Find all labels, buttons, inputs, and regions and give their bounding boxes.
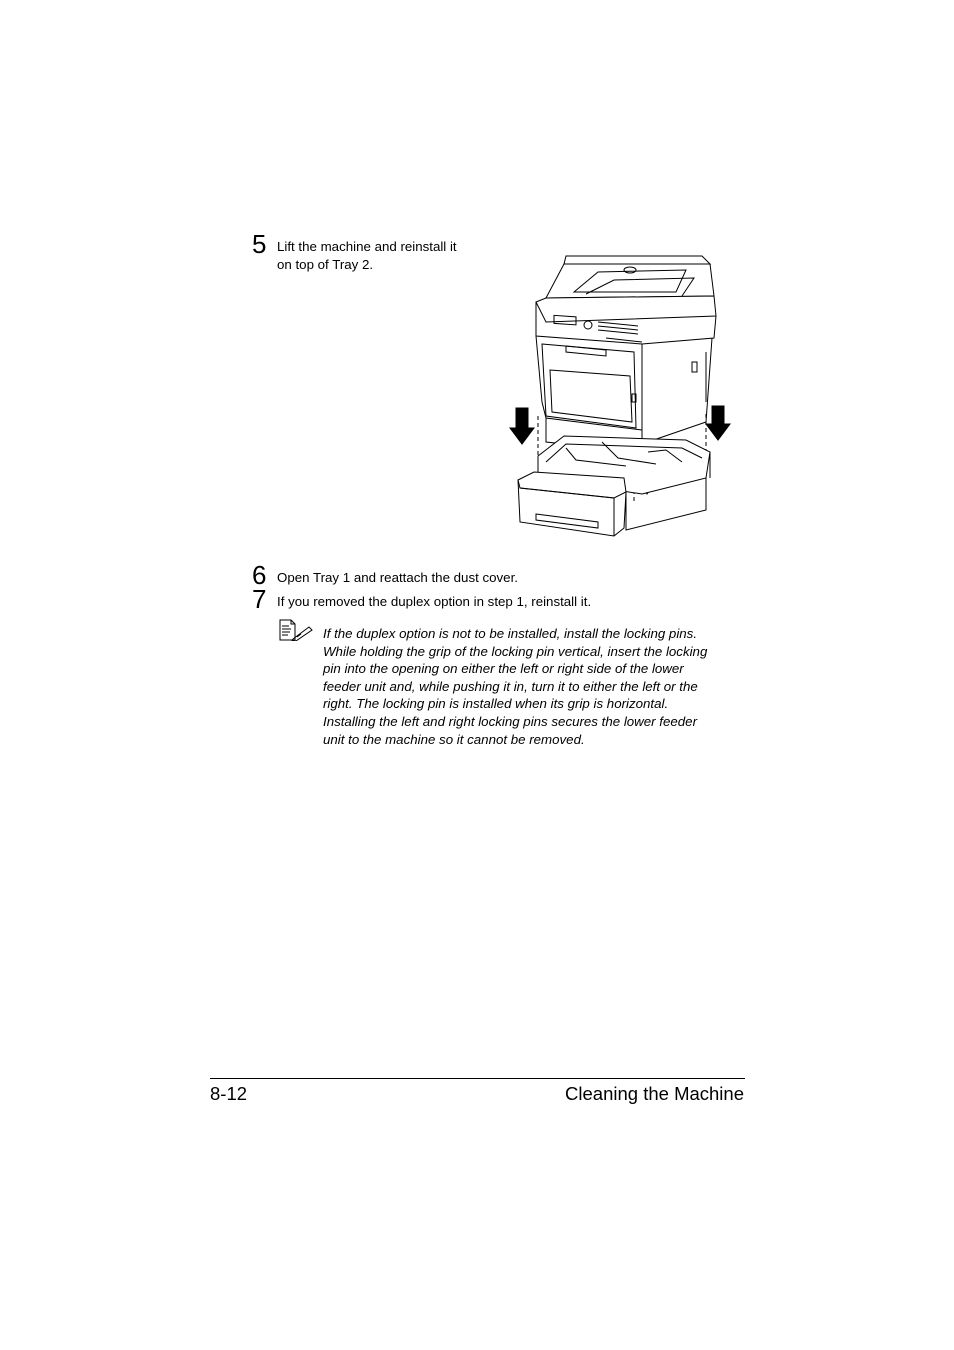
- note-line: While holding the grip of the locking pin vertical, insert the locking: [323, 643, 708, 659]
- note-line: pin into the opening on either the left or right side of the lower: [323, 661, 684, 677]
- step-5-line-1: Lift the machine and reinstall it: [277, 239, 457, 254]
- step-6-number: 6: [252, 560, 267, 590]
- step-7-text: [277, 593, 591, 611]
- note-line: feeder unit and, while pushing it in, turn it to either the left or the: [323, 678, 698, 694]
- chapter-title: Cleaning the Machine: [565, 1083, 744, 1104]
- note-line: right. The locking pin is installed when its grip is horizontal.: [323, 696, 669, 712]
- printer-on-tray-illustration: [506, 252, 732, 542]
- note-pencil-icon: [279, 619, 313, 641]
- note-line: Installing the left and right locking pins secures the lower feeder: [323, 713, 698, 729]
- note-line: If the duplex option is not to be installed, install the locking pins.: [323, 626, 698, 641]
- note-text: [323, 625, 753, 748]
- step-7-number: 7: [252, 584, 267, 614]
- step-6-text: [277, 569, 518, 587]
- step-5-line-2: on top of Tray 2.: [277, 257, 374, 272]
- step-7-line-1: If you removed the duplex option in step 1, reinstall it.: [277, 594, 592, 609]
- note-line: unit to the machine so it cannot be removed.: [323, 731, 585, 747]
- step-5-text: [277, 238, 457, 274]
- step-6-line-1: Open Tray 1 and reattach the dust cover.: [277, 570, 518, 585]
- footer-rule: [210, 1078, 745, 1079]
- page-number: 8-12: [210, 1083, 248, 1104]
- step-5-number: 5: [252, 229, 267, 259]
